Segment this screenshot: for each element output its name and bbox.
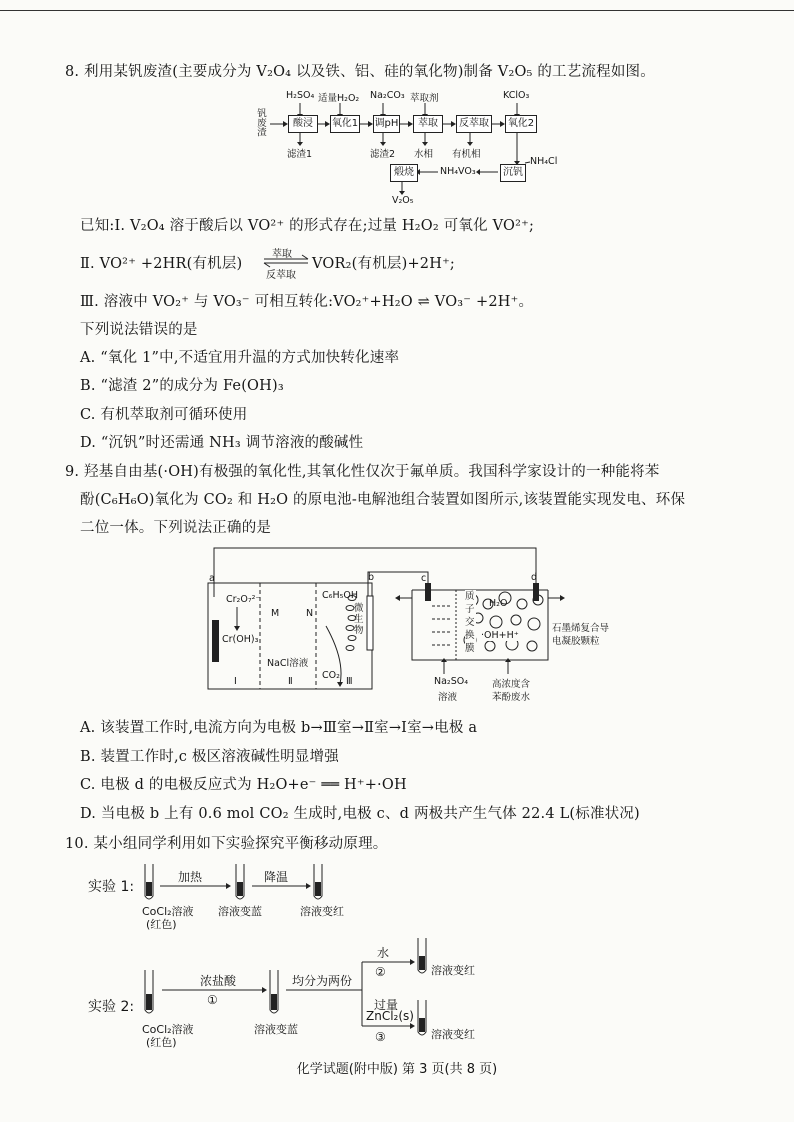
q8-known-2-arrow-bottom: 反萃取 — [266, 270, 296, 281]
q10-exp2-reagent-color: (红色) — [146, 1036, 177, 1049]
q8-output-nh4vo3: NH₄VO₃ — [440, 166, 476, 177]
q9-label-solution: 溶液 — [438, 692, 458, 703]
q10-exp2-branch-a: 水 — [377, 946, 390, 960]
q8-step-back-extraction: 反萃取 — [456, 115, 492, 133]
q8-known-2-arrow-top: 萃取 — [272, 249, 292, 260]
q8-reagent-na2co3: Na₂CO₃ — [370, 90, 405, 101]
q8-option-c: C. 有机萃取剂可循环使用 — [80, 407, 248, 423]
q10-exp2-reagent: CoCl₂溶液 — [142, 1023, 194, 1036]
q10-exp2-branch-b-num: ③ — [375, 1030, 386, 1044]
q9-stem-line3: 二位一体。下列说法正确的是 — [80, 520, 272, 536]
q8-option-b: B. “滤渣 2”的成分为 Fe(OH)₃ — [80, 378, 284, 394]
q10-exp2-branch-b-2: ZnCl₂(s) — [366, 1009, 414, 1023]
q10-exp2-step1: 浓盐酸 — [200, 974, 237, 988]
q8-step-calcine: 煅烧 — [390, 164, 418, 182]
q8-step-acid-leach: 酸浸 — [288, 115, 318, 133]
q9-label-microbe: 微生物 — [354, 603, 364, 636]
q8-output-v2o5: V₂O₅ — [392, 195, 414, 206]
q9-label-pem: 质子交换膜 — [465, 591, 475, 654]
q10-exp2-step1-num: ① — [207, 993, 218, 1007]
q8-option-d: D. “沉钒”时还需通 NH₃ 调节溶液的酸碱性 — [80, 435, 364, 451]
q9-label-N: N — [306, 608, 314, 619]
q9-stem-line2: 酚(C₆H₆O)氧化为 CO₂ 和 H₂O 的原电池-电解池组合装置如图所示,该装置能实现发电、环保 — [80, 492, 686, 508]
q10-exp1-step1: 加热 — [178, 870, 203, 884]
q9-stem-line1: 9. 羟基自由基(·OH)有极强的氧化性,其氧化性仅次于氟单质。我国科学家设计的一种能将苯 — [65, 464, 660, 480]
q9-label-co2: CO₂ — [322, 670, 340, 681]
q10-exp2-branch-b-1: 过量 — [374, 998, 399, 1012]
q10-exp1-result1: 溶液变蓝 — [218, 905, 262, 918]
q8-stem: 8. 利用某钒废渣(主要成分为 V₂O₄ 以及铁、铝、硅的氧化物)制备 V₂O₅ 的工艺流程如图。 — [65, 64, 655, 80]
q9-label-crOH3: Cr(OH)₃ — [222, 634, 259, 645]
q8-step-extraction: 萃取 — [413, 115, 443, 133]
q8-known-3: Ⅲ. 溶液中 VO₂⁺ 与 VO₃⁻ 可相互转化:VO₂⁺+H₂O ⇌ VO₃⁻ +2H⁺。 — [80, 294, 534, 310]
q8-known-1: 已知:Ⅰ. V₂O₄ 溶于酸后以 VO²⁺ 的形式存在;过量 H₂O₂ 可氧化 VO²⁺; — [80, 218, 535, 234]
q9-electrode-a: a — [209, 573, 215, 584]
q8-step-adjust-ph: 调pH — [373, 115, 400, 133]
q8-output-residue2: 滤渣2 — [370, 149, 396, 160]
q8-step-oxidation2: 氧化2 — [505, 115, 537, 133]
q9-option-d: D. 当电极 b 上有 0.6 mol CO₂ 生成时,电极 c、d 两极共产生气体 22.4 L(标准状况) — [80, 806, 640, 822]
q9-label-na2so4: Na₂SO₄ — [434, 676, 469, 687]
q10-exp2-split: 均分为两份 — [292, 974, 353, 988]
q9-room-3: Ⅲ — [346, 676, 353, 687]
q9-label-phenol: C₆H₅OH — [322, 590, 359, 601]
q9-label-waste2: 苯酚废水 — [492, 692, 531, 703]
q9-electrode-b: b — [368, 572, 375, 583]
q10-exp1-label: 实验 1: — [88, 879, 135, 895]
q8-output-residue1: 滤渣1 — [287, 149, 313, 160]
q9-label-graphene1: 石墨烯复合导 — [552, 623, 610, 634]
q10-exp1-reagent-color: (红色) — [146, 918, 177, 931]
q10-exp2-label: 实验 2: — [88, 999, 135, 1015]
q10-exp2-branch-a-result: 溶液变红 — [431, 964, 475, 977]
q9-option-a: A. 该装置工作时,电流方向为电极 b→Ⅲ室→Ⅱ室→Ⅰ室→电极 a — [80, 720, 478, 736]
q9-label-nacl: NaCl溶液 — [267, 658, 309, 669]
q10-exp2-branch-b-result: 溶液变红 — [431, 1028, 475, 1041]
q8-reagent-h2so4: H₂SO₄ — [286, 90, 315, 101]
q9-room-1: Ⅰ — [234, 676, 237, 687]
q10-exp1-reagent: CoCl₂溶液 — [142, 905, 194, 918]
q9-option-b: B. 装置工作时,c 极区溶液碱性明显增强 — [80, 749, 339, 765]
q10-exp2-result1: 溶液变蓝 — [254, 1023, 298, 1036]
q8-reagent-nh4cl: NH₄Cl — [530, 156, 558, 167]
q9-label-graphene2: 电凝胶颗粒 — [552, 636, 600, 647]
q8-reagent-extractant: 萃取剂 — [410, 93, 439, 104]
q9-label-oh-h: ·OH+H⁺ — [481, 630, 519, 641]
q8-question: 下列说法错误的是 — [80, 322, 198, 338]
q8-output-organic: 有机相 — [452, 149, 481, 160]
q9-option-c: C. 电极 d 的电极反应式为 H₂O+e⁻ ══ H⁺+·OH — [80, 777, 407, 793]
q9-label-M: M — [271, 608, 280, 619]
q10-exp1-result2: 溶液变红 — [300, 905, 344, 918]
q10-exp2-branch-a-num: ② — [375, 965, 386, 979]
q9-label-h2o: H₂O — [489, 598, 508, 609]
q8-flow-start: 钒废渣 — [255, 108, 266, 137]
q9-label-dichromate: Cr₂O₇²⁻ — [226, 594, 261, 605]
page-footer: 化学试题(附中版) 第 3 页(共 8 页) — [296, 1062, 498, 1077]
q8-option-a: A. “氧化 1”中,不适宜用升温的方式加快转化速率 — [80, 350, 400, 366]
q8-step-precipitate-v: 沉钒 — [500, 164, 526, 182]
q10-stem: 10. 某小组同学利用如下实验探究平衡移动原理。 — [65, 836, 388, 852]
q10-exp1-step2: 降温 — [264, 870, 289, 884]
q8-known-2-right: VOR₂(有机层)+2H⁺; — [312, 256, 456, 272]
q8-reagent-h2o2: 适量H₂O₂ — [318, 93, 360, 104]
q9-electrode-d: d — [531, 572, 538, 583]
q8-step-oxidation1: 氧化1 — [330, 115, 360, 133]
q8-reagent-kclo3: KClO₃ — [503, 90, 530, 101]
q9-room-2: Ⅱ — [288, 676, 293, 687]
q9-label-waste1: 高浓度含 — [492, 679, 531, 690]
q8-output-aqueous: 水相 — [414, 149, 434, 160]
q8-known-2-left: Ⅱ. VO²⁺ +2HR(有机层) — [80, 256, 243, 272]
q9-electrode-c: c — [421, 573, 427, 584]
